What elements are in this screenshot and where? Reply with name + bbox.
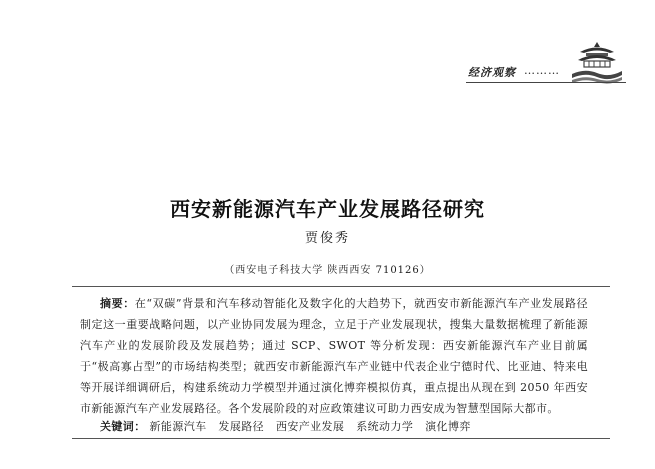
section-label: 经济观察 [468,66,516,79]
keywords-line [100,418,600,434]
abstract-paragraph [80,293,588,419]
paper-title: 西安新能源汽车产业发展路径研究 [170,197,485,222]
pavilion-logo-icon [570,40,624,86]
abstract-text: 在“双碳”背景和汽车移动智能化及数字化的大趋势下，就西安市新能源汽车产业发展路径制定这一重要战略问题，以产业协同发展为理念，立足于产业发展现状，搜集大量数据梳理了新能源汽车产业的发展阶段及发展趋势；通过 SCP、SWOT 等分析发现：西安新能源汽车产业目前属于“极高寡占型”的市场结构类型；就西安市新能源汽车产业链中代表企业宁德时代、比亚迪、特来电等开展详细调研后，构建系统动力学模型并通过演化博弈模拟仿真，重点提出从现在到 2050 年西安市新能源汽车产业发展路径。各个发展阶段的对应政策建议可助力西安成为智慧型国际大都市。 [80,297,588,415]
abstract-label: 摘要： [100,297,135,310]
keyword-item: 演化博弈 [425,420,471,433]
keyword-item: 西安产业发展 [275,420,345,433]
author-affiliation: （西安电子科技大学 陕西西安 710126） [224,265,431,276]
abstract-top-divider [72,286,610,287]
keyword-item: 新能源汽车 [149,420,207,433]
header-divider [466,82,626,83]
keyword-item: 系统动力学 [356,420,414,433]
abstract-bottom-divider [72,438,610,439]
paper-author: 贾俊秀 [304,231,350,246]
keywords-label: 关键词： [100,420,146,433]
section-leader-dots: ……… [524,64,560,77]
keyword-item: 发展路径 [218,420,265,433]
